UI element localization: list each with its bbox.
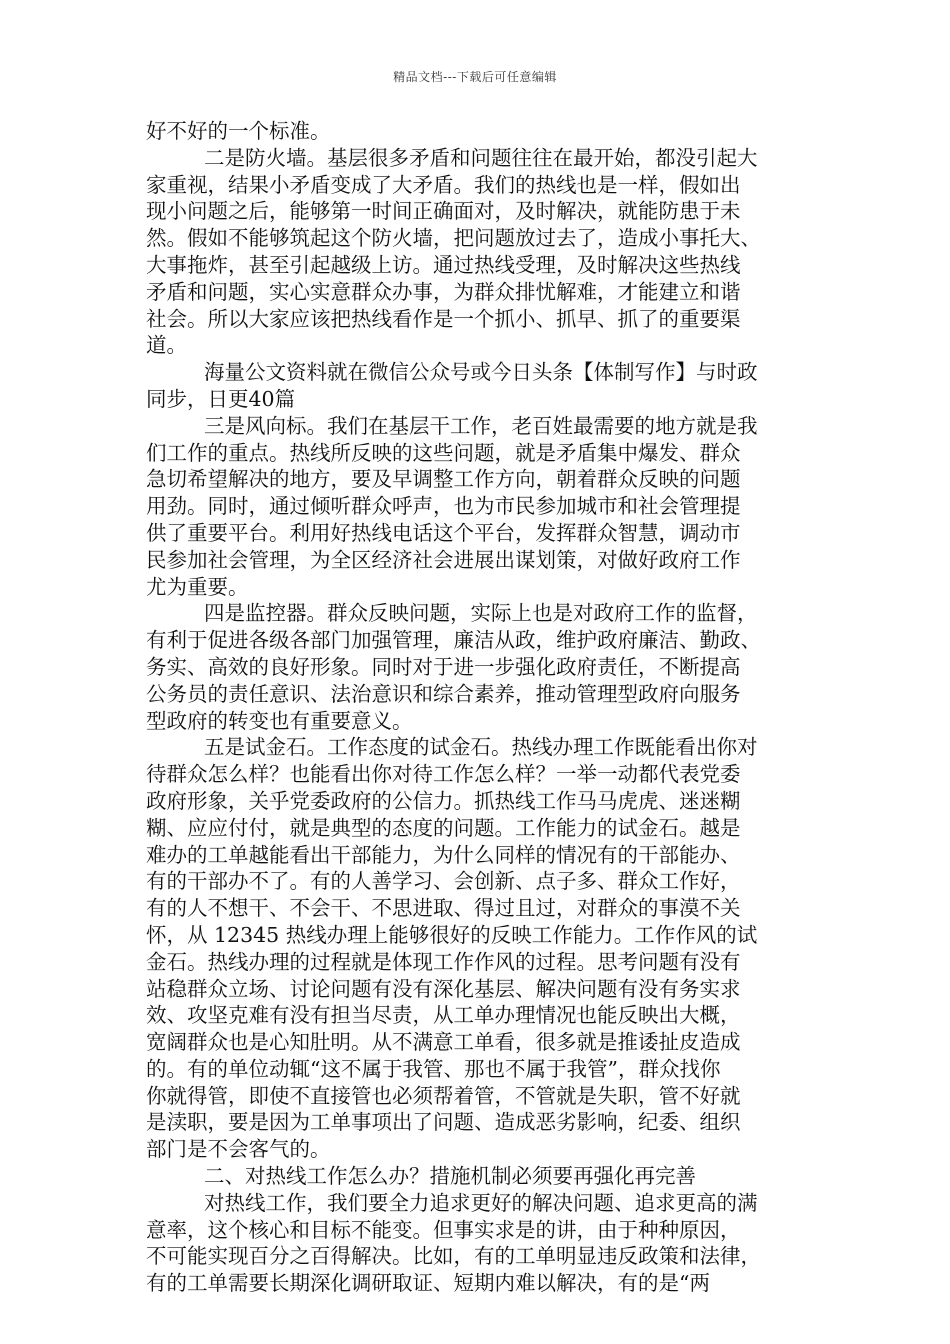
text-line: 宽阔群众也是心知肚明。从不满意工单看，很多就是推诿扯皮造成 <box>146 1030 741 1055</box>
text-line: 急切希望解决的地方，要及早调整工作方向，朝着群众反映的问题 <box>146 467 741 492</box>
text-line: 难办的工单越能看出干部能力，为什么同样的情况有的干部能办、 <box>146 842 741 867</box>
text-line: 二是防火墙。基层很多矛盾和问题往往在最开始，都没引起大 <box>204 145 758 170</box>
text-line: 民参加社会管理，为全区经济社会进展出谋划策，对做好政府工作 <box>146 547 741 572</box>
text-line: 是渎职，要是因为工单事项出了问题、造成恶劣影响，纪委、组织 <box>146 1110 741 1135</box>
text-line: 务实、高效的良好形象。同时对于进一步强化政府责任，不断提高 <box>146 654 741 679</box>
text-line: 不可能实现百分之百得解决。比如，有的工单明显违反政策和法律， <box>146 1244 761 1269</box>
text-line: 五是试金石。工作态度的试金石。热线办理工作既能看出你对 <box>204 735 758 760</box>
text-line: 三是风向标。我们在基层干工作，老百姓最需要的地方就是我 <box>204 413 758 438</box>
text-line: 公务员的责任意识、法治意识和综合素养，推动管理型政府向服务 <box>146 681 741 706</box>
text-line: 有的工单需要长期深化调研取证、短期内难以解决，有的是“两 <box>146 1271 710 1296</box>
page-header-note: 精品文档---下载后可任意编辑 <box>393 70 557 84</box>
text-line: 社会。所以大家应该把热线看作是一个抓小、抓早、抓了的重要渠 <box>146 306 741 331</box>
text-line: 矛盾和问题，实心实意群众办事，为群众排忧解难，才能建立和谐 <box>146 279 741 304</box>
text-line: 有的干部办不了。有的人善学习、会创新、点子多、群众工作好， <box>146 869 741 894</box>
text-line: 大事拖炸，甚至引起越级上访。通过热线受理，及时解决这些热线 <box>146 252 741 277</box>
text-line: 二、对热线工作怎么办？措施机制必须要再强化再完善 <box>204 1164 696 1189</box>
text-line: 好不好的一个标准。 <box>146 119 331 143</box>
text-line: 效、攻坚克难有没有担当尽责，从工单办理情况也能反映出大概， <box>146 1003 741 1028</box>
text-line: 供了重要平台。利用好热线电话这个平台，发挥群众智慧，调动市 <box>146 520 741 545</box>
text-line: 然。假如不能够筑起这个防火墙，把问题放过去了，造成小事托大、 <box>146 226 761 251</box>
text-line: 的。有的单位动辄“这不属于我管、那也不属于我管”，群众找你 <box>146 1056 721 1081</box>
text-line: 政府形象，关乎党委政府的公信力。抓热线工作马马虎虎、迷迷糊 <box>146 788 741 813</box>
text-line: 意率，这个核心和目标不能变。但事实求是的讲，由于种种原因， <box>146 1217 741 1242</box>
text-line: 们工作的重点。热线所反映的这些问题，就是矛盾集中爆发、群众 <box>146 440 741 465</box>
text-line: 有利于促进各级各部门加强管理，廉洁从政，维护政府廉洁、勤政、 <box>146 628 761 653</box>
text-line: 金石。热线办理的过程就是体现工作作风的过程。思考问题有没有 <box>146 949 741 974</box>
text-line: 海量公文资料就在微信公众号或今日头条【体制写作】与时政 <box>204 360 758 385</box>
text-line: 四是监控器。群众反映问题，实际上也是对政府工作的监督， <box>204 601 758 626</box>
document-body <box>146 118 806 1297</box>
text-line: 站稳群众立场、讨论问题有没有深化基层、解决问题有没有务实求 <box>146 976 741 1001</box>
text-line: 道。 <box>146 333 187 358</box>
text-line: 你就得管，即使不直接管也必须帮着管，不管就是失职，管不好就 <box>146 1083 741 1108</box>
text-line: 对热线工作，我们要全力追求更好的解决问题、追求更高的满 <box>204 1190 758 1215</box>
text-line: 用劲。同时，通过倾听群众呼声，也为市民参加城市和社会管理提 <box>146 494 741 519</box>
text-line: 型政府的转变也有重要意义。 <box>146 708 413 733</box>
text-line: 家重视，结果小矛盾变成了大矛盾。我们的热线也是一样，假如出 <box>146 172 741 197</box>
text-line: 糊、应应付付，就是典型的态度的问题。工作能力的试金石。越是 <box>146 815 741 840</box>
text-line: 有的人不想干、不会干、不思进取、得过且过，对群众的事漠不关 <box>146 896 741 921</box>
text-line: 待群众怎么样？也能看出你对待工作怎么样？一举一动都代表党委 <box>146 762 741 787</box>
text-line: 部门是不会客气的。 <box>146 1137 331 1162</box>
text-line: 怀，从 12345 热线办理上能够很好的反映工作能力。工作作风的试 <box>146 922 758 947</box>
text-line: 现小问题之后，能够第一时间正确面对，及时解决，就能防患于未 <box>146 199 741 224</box>
text-line: 同步，日更40篇 <box>146 386 296 411</box>
text-line: 尤为重要。 <box>146 574 249 599</box>
